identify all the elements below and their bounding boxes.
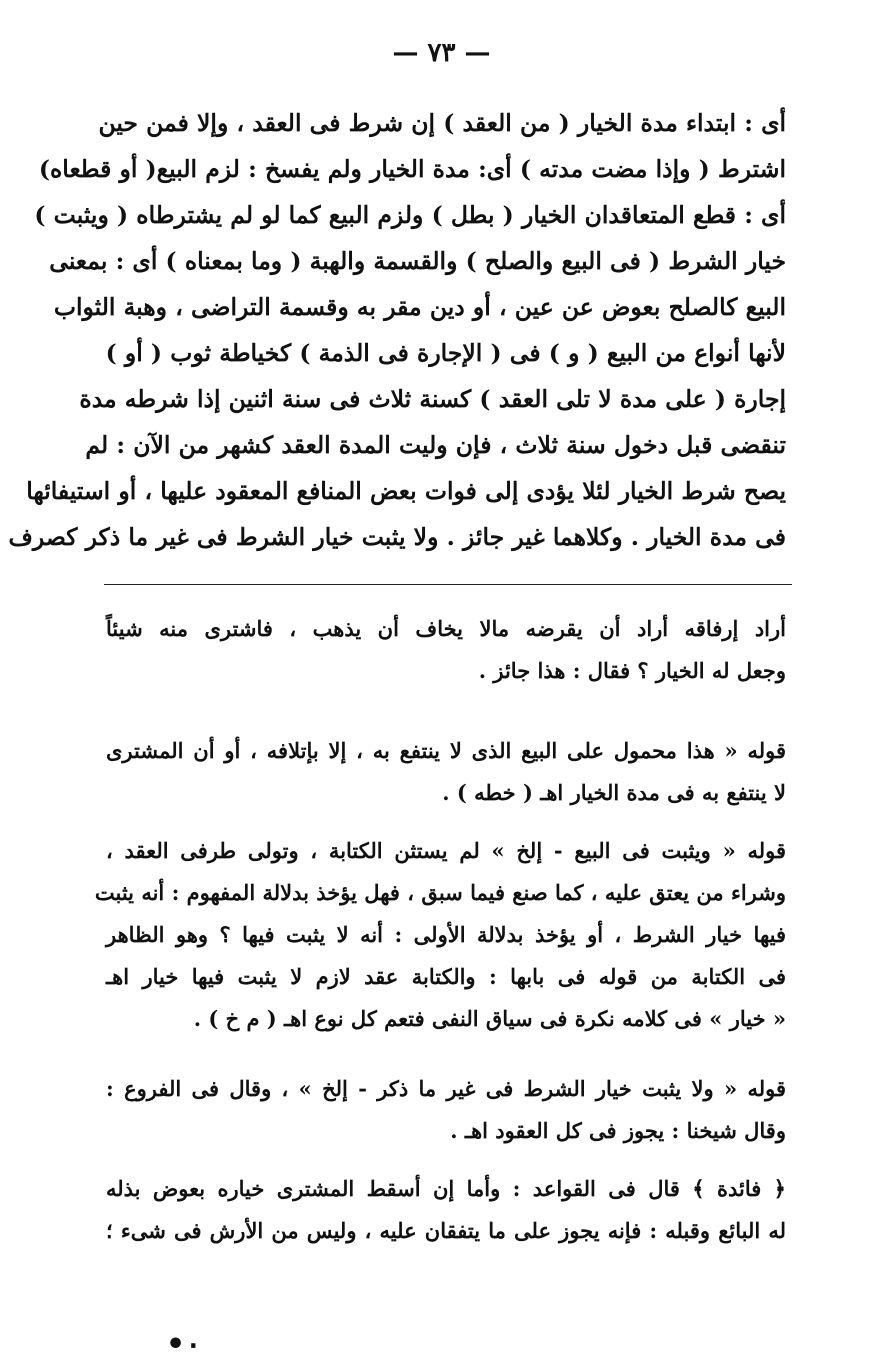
footnote-line: أراد إرفاقه أراد أن يقرضه مالا يخاف أن يذهب ، فاشترى منه شيئاً [106,616,786,641]
footnote-line: ﴿ فائدة ﴾ قال فى القواعد : وأما إن أسقط المشترى خياره بعوض بذله [106,1176,786,1201]
main-text-line: تنقضى قبل دخول سنة ثلاث ، فإن وليت المدة العقد كشهر من الآن : لم [85,431,786,459]
main-text-line: فى مدة الخيار . وكلاهما غير جائز . ولا يثبت خيار الشرط فى غير ما ذكر كصرف [8,523,786,551]
bottom-mark: •٠ [166,1327,202,1362]
footnote-line: « خيار » فى كلامه نكرة فى سياق النفى فتعم كل نوع اهـ ( م خ ) . [193,1006,786,1031]
main-text-line: أى : قطع المتعاقدان الخيار ( بطل ) ولزم البيع كما لو لم يشترطاه ( ويثبت ) [34,201,786,229]
footnote-line: قوله « ولا يثبت خيار الشرط فى غير ما ذكر - إلخ » ، وقال فى الفروع : [106,1076,786,1101]
footnote-line: قوله « هذا محمول على البيع الذى لا ينتفع به ، إلا بإتلافه ، أو أن المشترى [106,738,786,763]
main-text-line: البيع كالصلح بعوض عن عين ، أو دين مقر به وقسمة التراضى ، وهبة الثواب [53,293,786,321]
main-text [8,100,786,560]
footnote-line: فى الكتابة من قوله فى بابها : والكتابة عقد لازم لا يثبت فيها خيار اهـ [106,964,786,989]
footnote-line: له البائع وقبله : فإنه يجوز على ما يتفقان عليه ، وليس من الأرش فى شىء ؛ [106,1218,786,1243]
page-number: — ٧٣ — [392,38,491,68]
footnote-line: فيها خيار الشرط ، أو يؤخذ بدلالة الأولى : أنه لا يثبت فيها ؟ وهو الظاهر [106,922,786,947]
main-text-line: اشترط ( وإذا مضت مدته ) أى: مدة الخيار ولم يفسخ : لزم البيع( أو قطعاه) [38,155,786,183]
footnote-paragraph [106,1168,786,1252]
footnote-line: وشراء من يعتق عليه ، كما صنع فيما سبق ، فهل يؤخذ بدلالة المفهوم : أنه يثبت [94,880,786,905]
footnote-paragraph [94,830,786,1040]
footnote-divider [104,584,792,585]
footnote-paragraph [106,730,786,814]
main-text-line: أى : ابتداء مدة الخيار ( من العقد ) إن شرط فى العقد ، وإلا فمن حين [98,109,786,137]
footnote-line: لا ينتفع به فى مدة الخيار اهـ ( خطه ) . [442,780,786,805]
footnote-line: وجعل له الخيار ؟ فقال : هذا جائز . [478,658,786,683]
footnote-paragraph [106,608,786,692]
main-text-line: يصح شرط الخيار لئلا يؤدى إلى فوات بعض المنافع المعقود عليها ، أو استيفائها [26,477,786,505]
main-text-line: إجارة ( على مدة لا تلى العقد ) كسنة ثلاث فى سنة اثنين إذا شرطه مدة [79,385,786,413]
footnote-line: قوله « ويثبت فى البيع - إلخ » لم يستثن الكتابة ، وتولى طرفى العقد ، [106,838,786,863]
footnote-paragraph [106,1068,786,1152]
main-text-line: لأنها أنواع من البيع ( و ) فى ( الإجارة فى الذمة ) كخياطة ثوب ( أو ) [105,339,786,367]
footnote-line: وقال شيخنا : يجوز فى كل العقود اهـ . [450,1118,786,1143]
main-text-line: خيار الشرط ( فى البيع والصلح ) والقسمة والهبة ( وما بمعناه ) أى : بمعنى [49,247,786,275]
